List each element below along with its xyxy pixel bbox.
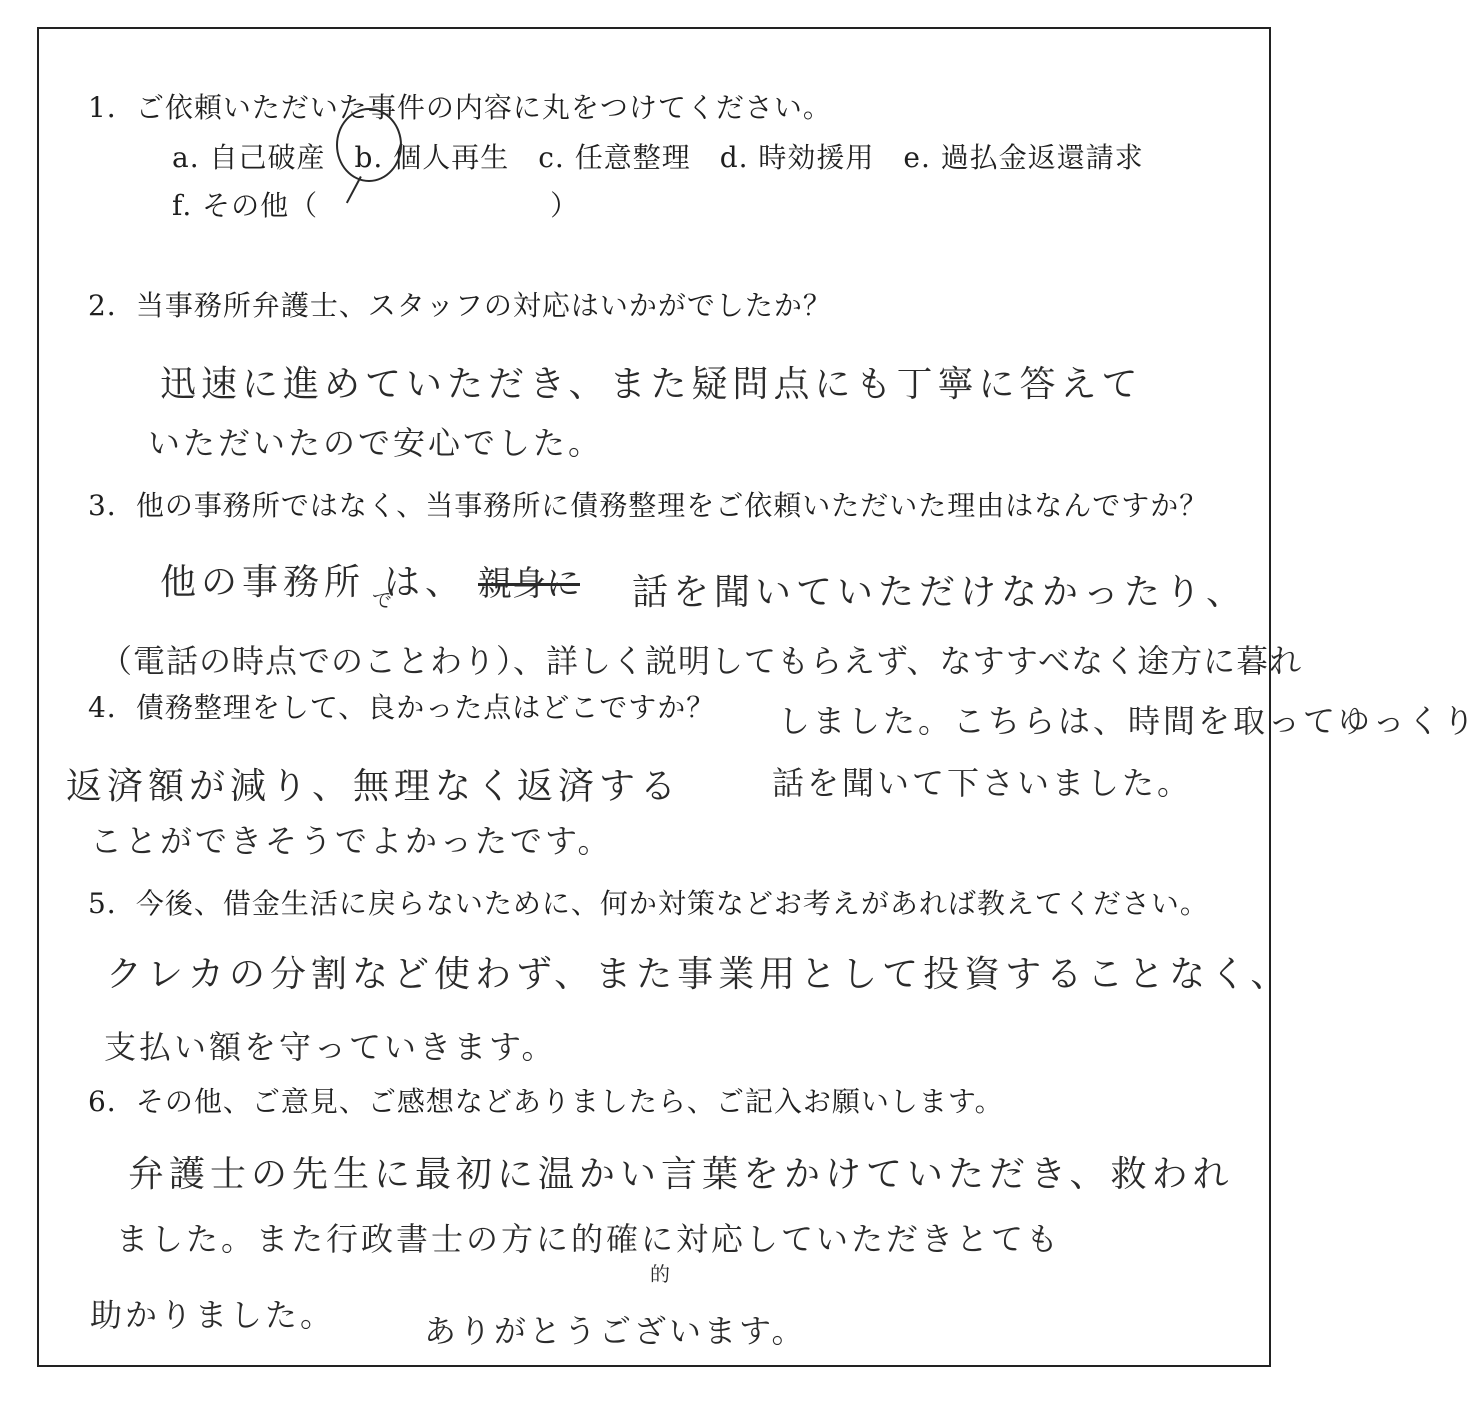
answer-2-line-2: いただいたので安心でした。 [148, 424, 604, 462]
answer-3-part-2: は、 [384, 562, 467, 603]
answer-6-line-3a: 助かりました。 [90, 1296, 336, 1334]
question-4-text: 4．債務整理をして、良かった点はどこですか？ [88, 691, 716, 724]
answer-4-line-1: 返済額が減り、無理なく返済する [66, 766, 682, 807]
selected-option-circle [336, 108, 402, 182]
answer-6-correction: 的 [650, 1262, 670, 1286]
question-2-text: 2．当事務所弁護士、スタッフの対応はいかがでしたか？ [88, 289, 832, 322]
answer-3-insertion: で [372, 588, 392, 612]
question-1-text: 1．ご依頼いただいた事件の内容に丸をつけてください。 [88, 91, 832, 124]
answer-6-line-3b: ありがとうございます。 [424, 1312, 807, 1350]
answer-3-line-2: （電話の時点でのことわり）、詳しく説明してもらえず、なすすべなく途方に暮れ [100, 642, 1303, 680]
question-5-text: 5．今後、借金生活に戻らないために、何か対策などお考えがあれば教えてください。 [88, 887, 1209, 920]
question-6-text: 6．その他、ご意見、ご感想などありましたら、ご記入お願いします。 [88, 1085, 1004, 1118]
answer-3-line-4: 話を聞いて下さいました。 [772, 764, 1193, 802]
answer-2-line-1: 迅速に進めていただき、また疑問点にも丁寧に答えて [160, 364, 1143, 405]
answer-3-part-1: 他の事務所 [160, 562, 366, 603]
answer-3-part-3: 話を聞いていただけなかったり、 [632, 572, 1248, 613]
answer-3-struck-text: 親身に [478, 564, 580, 604]
answer-4-line-2: ことができそうでよかったです。 [90, 822, 613, 860]
answer-3-line-3: しました。こちらは、時間を取ってゆっくり [778, 702, 1478, 740]
answer-5-line-2: 支払い額を守っていきます。 [104, 1028, 557, 1066]
answer-5-line-1: クレカの分割など使わず、また事業用として投資することなく、 [106, 954, 1292, 995]
answer-6-line-1: 弁護士の先生に最初に温かい言葉をかけていただき、救われ [128, 1154, 1234, 1195]
answer-6-line-2: ました。また行政書士の方に的確に対応していただきとても [116, 1220, 1062, 1258]
question-1-options-row-2: f. その他（ ） [172, 189, 580, 222]
question-1-options-row-1: a. 自己破産 b. 個人再生 c. 任意整理 d. 時効援用 e. 過払金返還請求 [172, 141, 1144, 174]
question-3-text: 3．他の事務所ではなく、当事務所に債務整理をご依頼いただいた理由はなんですか？ [88, 489, 1209, 522]
